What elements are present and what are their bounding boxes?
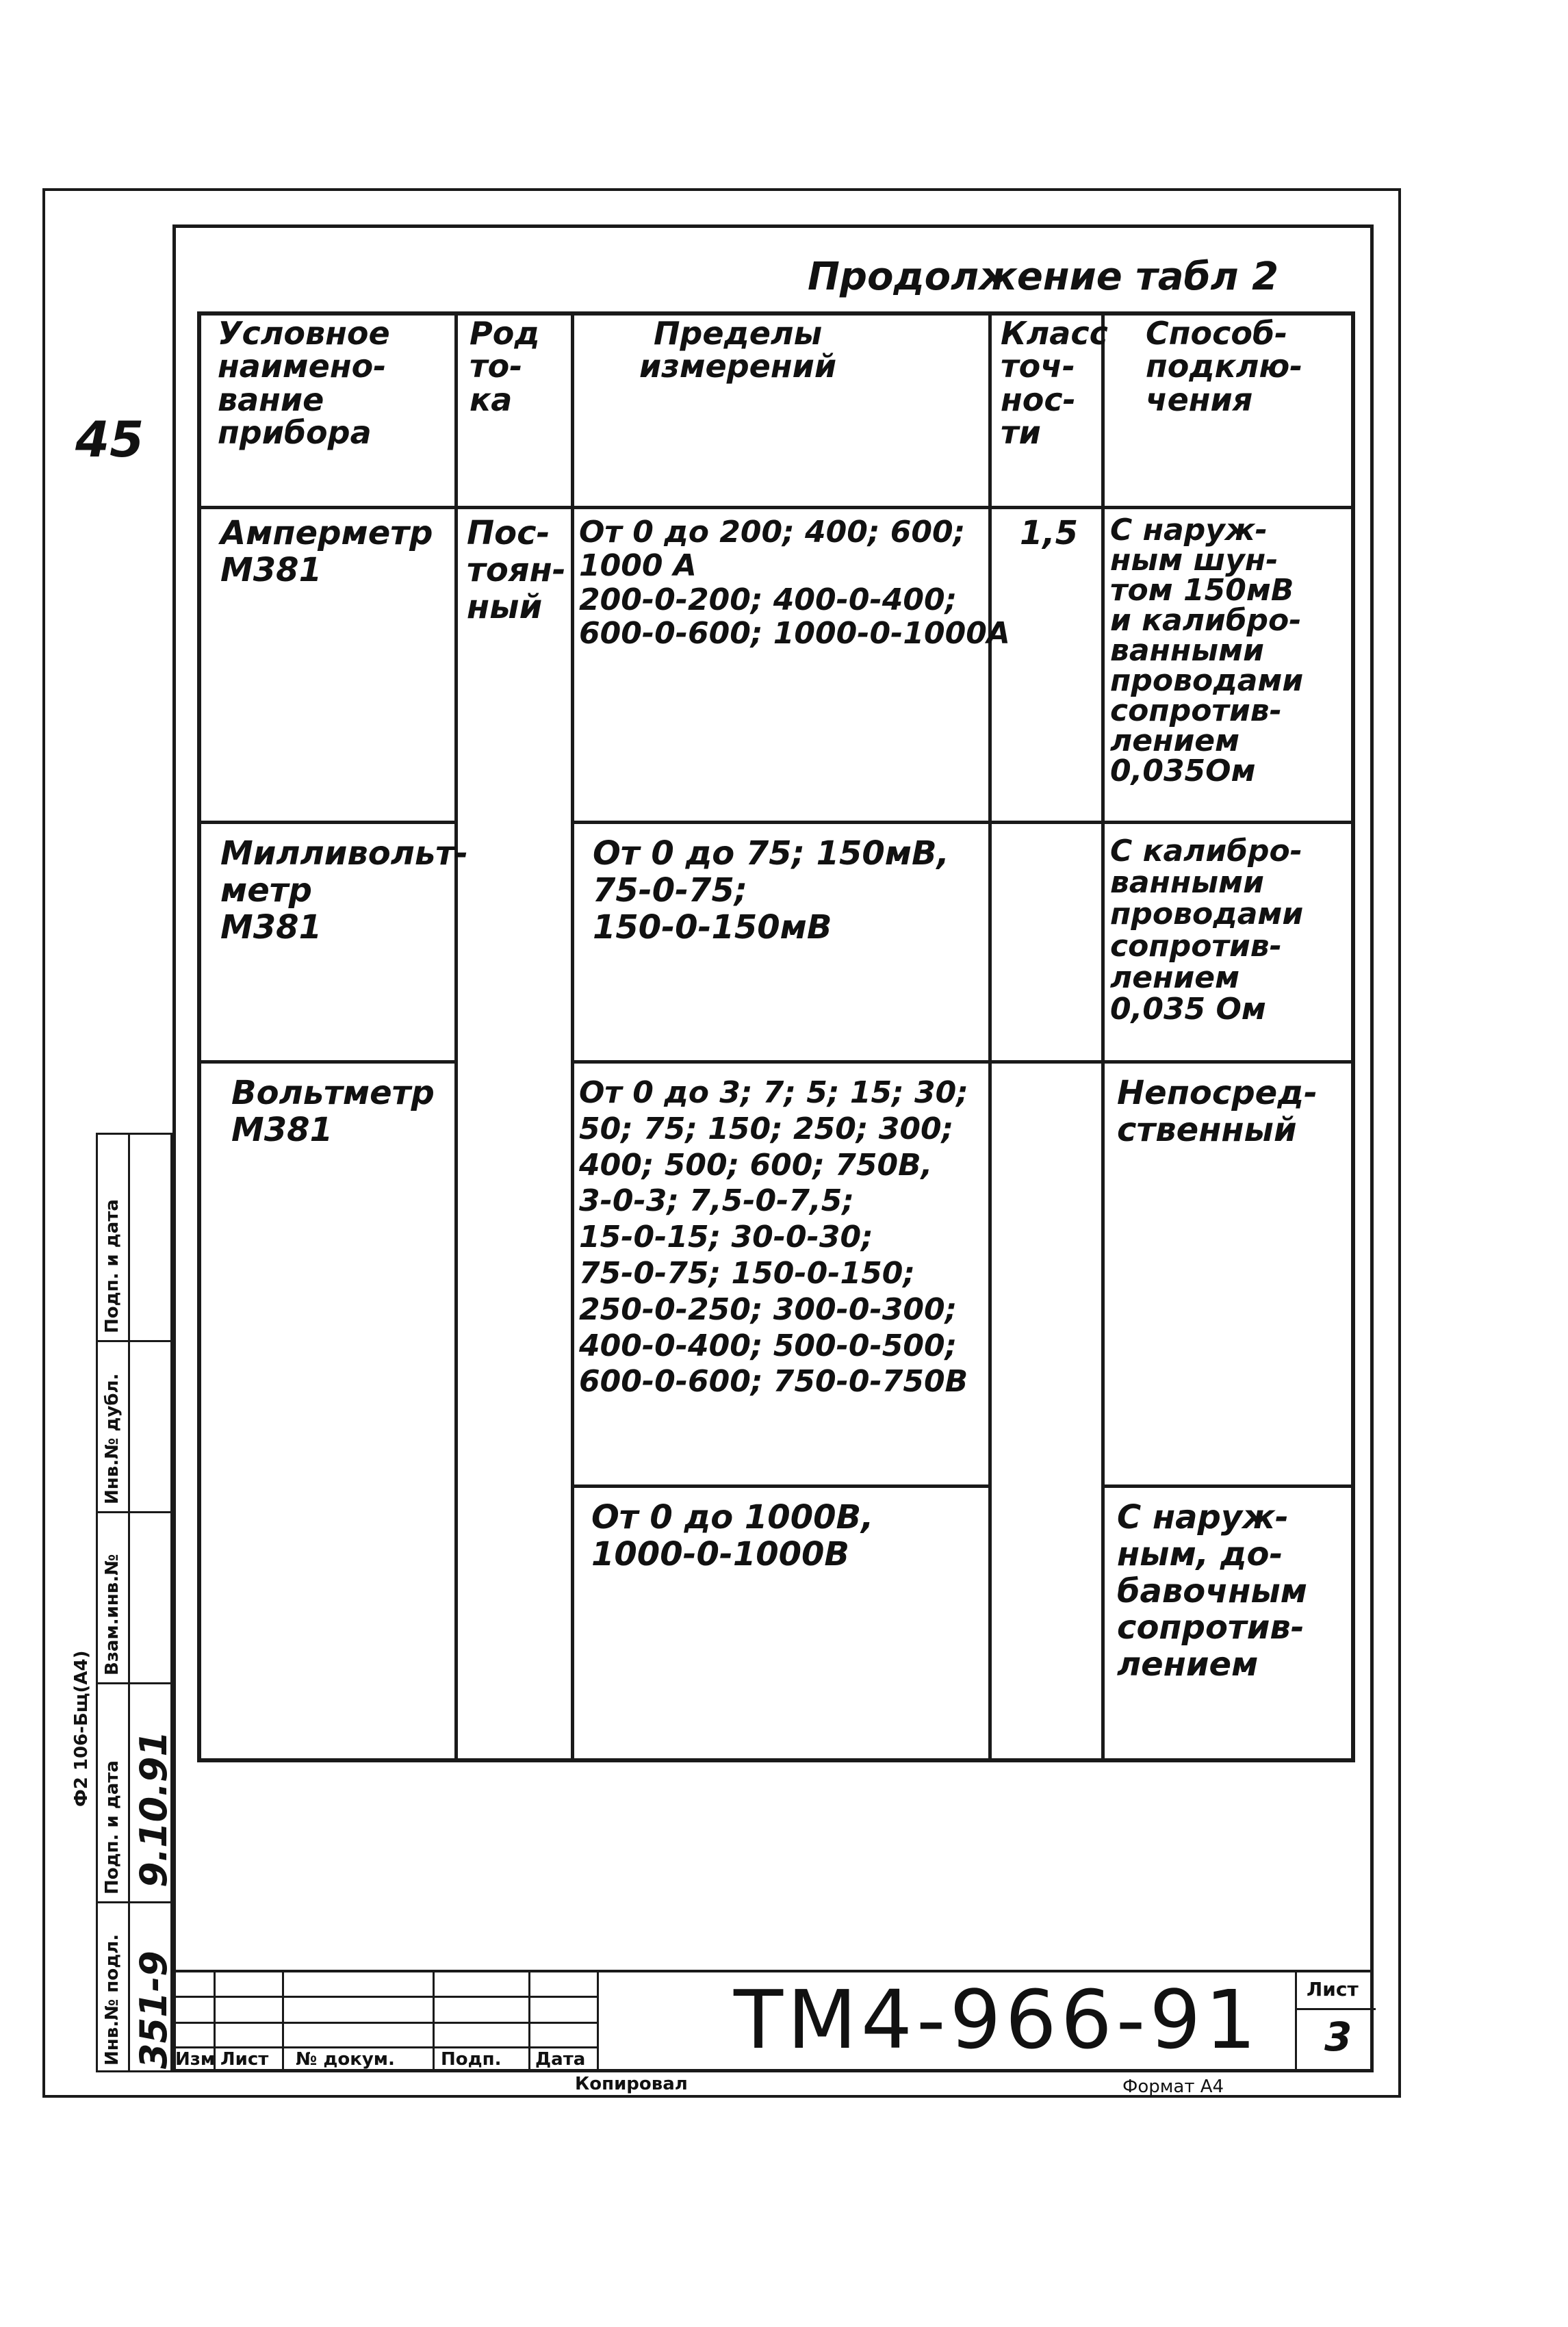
stamp-izm-label: Изм bbox=[175, 2049, 216, 2070]
range-millivoltmeter: От 0 до 75; 150мВ, 75-0-75; 150-0-150мВ bbox=[593, 834, 949, 947]
header-range: Пределы измерений bbox=[639, 315, 837, 385]
range-ammeter: От 0 до 200; 400; 600; 1000 А 200-0-200; 400-0-400; 600-0-600; 1000-0-1000А bbox=[579, 515, 1010, 651]
row-divider bbox=[571, 821, 1351, 824]
stamp-doc-label: № докум. bbox=[296, 2049, 395, 2070]
sheet-box bbox=[1295, 1970, 1376, 2072]
header-connection: Способ- подклю- чения bbox=[1146, 315, 1303, 418]
stamp-list-label: Лист bbox=[220, 2049, 269, 2070]
sheet-label: Лист bbox=[1307, 1978, 1359, 2001]
header-divider bbox=[201, 506, 1351, 509]
col-divider bbox=[571, 316, 574, 1758]
range-voltmeter-1000: От 0 до 1000В, 1000-0-1000В bbox=[591, 1498, 874, 1573]
row-divider bbox=[571, 1060, 1351, 1064]
stamp-sign-label: Подп. bbox=[441, 2049, 502, 2070]
header-class: Класс точ- нос- ти bbox=[1001, 315, 1108, 451]
label-vzam-inv: Взам.инв.№ bbox=[102, 1554, 123, 1675]
connection-millivoltmeter: С калибро- ванными проводами сопротив- лением 0,035 Ом bbox=[1110, 834, 1304, 1027]
value-inv-podl: 351-9 bbox=[132, 1951, 175, 2069]
stamp-date-label: Дата bbox=[535, 2049, 586, 2070]
label-inv-podl: Инв.№ подл. bbox=[102, 1933, 123, 2066]
sheet-number-handwritten: 45 bbox=[75, 411, 144, 468]
value-podp-data: 9.10.91 bbox=[132, 1731, 175, 1888]
instrument-table bbox=[197, 311, 1355, 1762]
connection-voltmeter: Непосред- ственный bbox=[1117, 1074, 1318, 1149]
col-divider bbox=[454, 316, 458, 1758]
connection-ammeter: С наруж- ным шун- том 150мВ и калибро- ванными проводами сопротив- лением 0,035Ом bbox=[1110, 513, 1304, 788]
sheet-value: 3 bbox=[1324, 2014, 1352, 2060]
form-code: Ф2 106-Бщ(А4) bbox=[71, 1650, 92, 1807]
label-podp-data: Подп. и дата bbox=[102, 1760, 123, 1894]
row-divider bbox=[571, 1484, 988, 1488]
copied-label: Копировал bbox=[575, 2074, 688, 2094]
class-value: 1,5 bbox=[1020, 514, 1079, 552]
row-divider bbox=[1101, 1484, 1351, 1488]
registration-strip bbox=[96, 1133, 175, 2072]
connection-voltmeter-1000: С наруж- ным, до- бавочным сопротив- лением bbox=[1117, 1498, 1308, 1684]
device-ammeter: Амперметр М381 bbox=[220, 514, 433, 589]
label-inv-dubl: Инв.№ дубл. bbox=[102, 1373, 123, 1504]
header-device: Условное наимено- вание прибора bbox=[218, 315, 390, 451]
device-voltmeter: Вольтметр М381 bbox=[231, 1074, 435, 1149]
device-millivoltmeter: Милливольт- метр М381 bbox=[220, 834, 468, 947]
col-divider bbox=[1101, 316, 1105, 1758]
label-podp-data-2: Подп. и дата bbox=[102, 1199, 123, 1333]
table-subtitle: Продолжение табл 2 bbox=[808, 255, 1279, 299]
range-voltmeter: От 0 до 3; 7; 5; 15; 30; 50; 75; 150; 250; 300; 400; 500; 600; 750В, 3-0-3; 7,5-0-7,5; 15-0-15; 30-0-30; 75-0-75; 150-0-150; 250-0-250; 300-0-300; 400-0-400; 500-0-500; 600-0-600; 750-0-750В bbox=[579, 1075, 968, 1400]
title-block bbox=[172, 1970, 1374, 2072]
row-divider bbox=[201, 1060, 454, 1064]
header-current: Род то- ка bbox=[470, 315, 540, 418]
format-label: Формат А4 bbox=[1122, 2077, 1224, 2097]
row-divider bbox=[201, 821, 454, 824]
document-number: ТМ4-966-91 bbox=[734, 1972, 1261, 2067]
current-type: Пос- тоян- ный bbox=[467, 514, 566, 626]
